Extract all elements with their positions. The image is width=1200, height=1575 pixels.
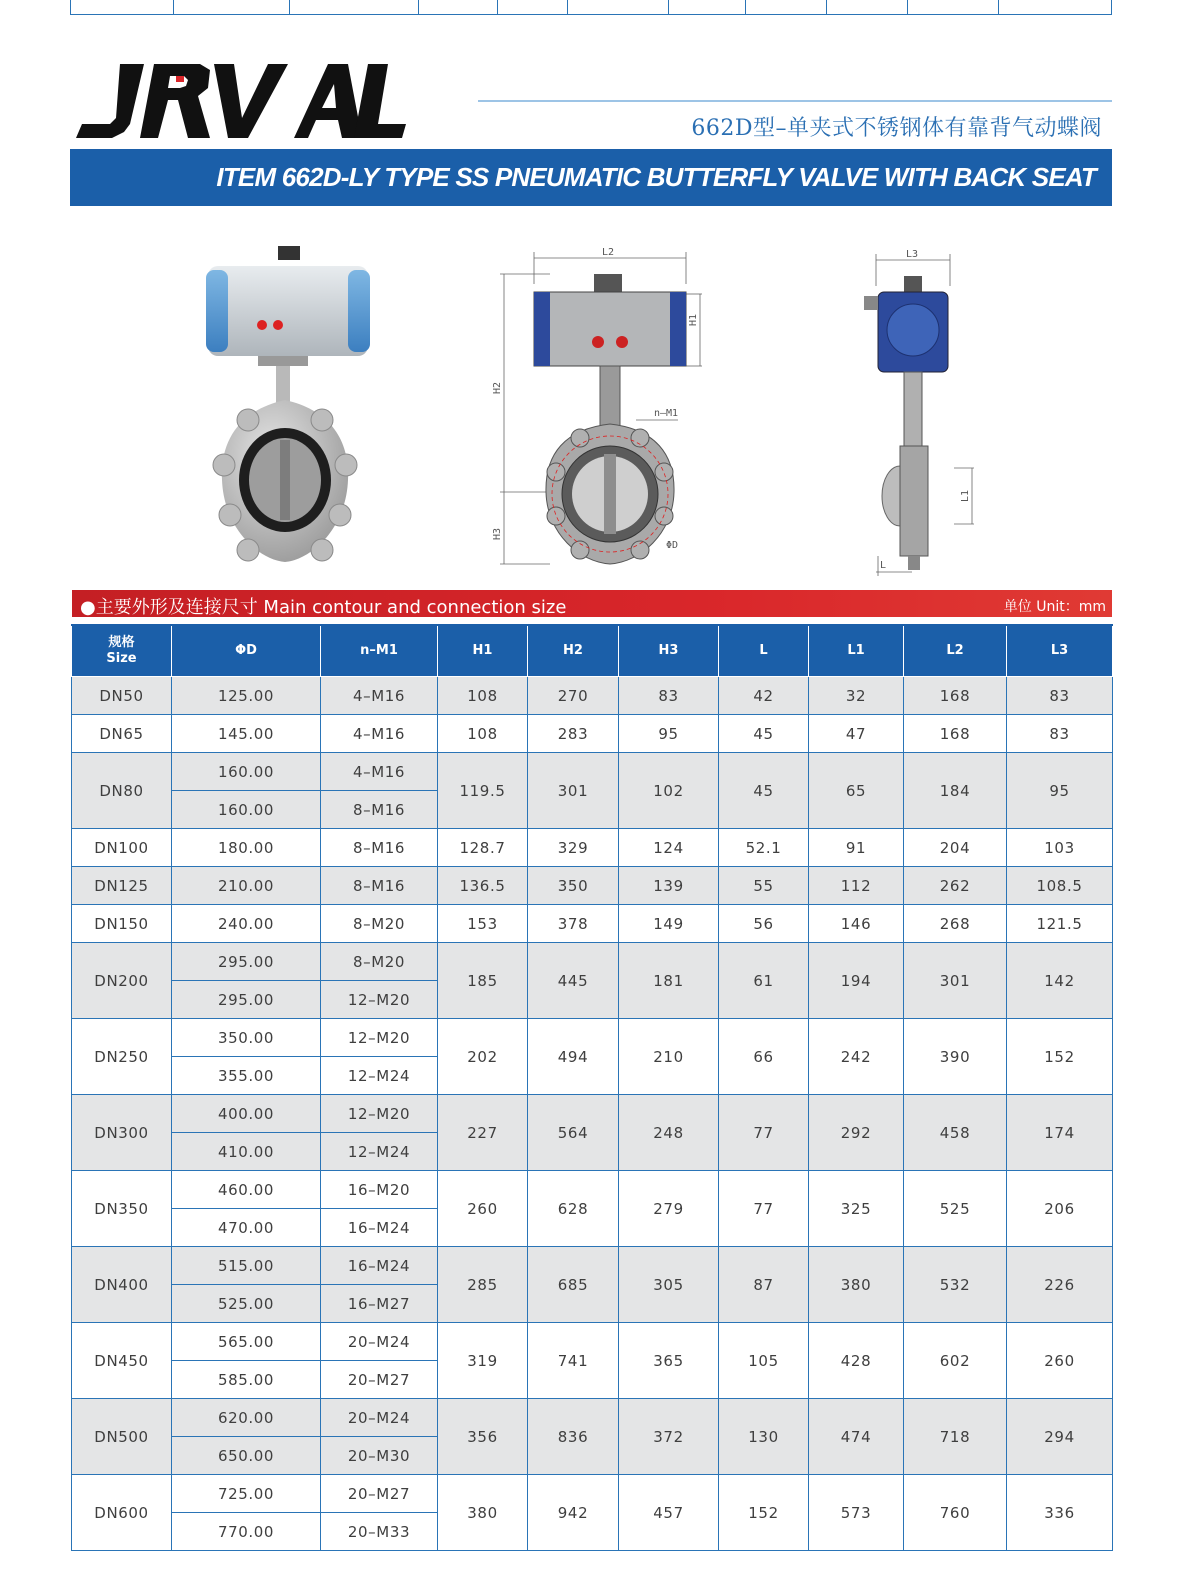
l2-cell: 390 — [904, 1019, 1007, 1095]
size-cell: DN150 — [72, 905, 172, 943]
diameter-cell: 180.00 — [172, 829, 321, 867]
h2-cell: 628 — [528, 1171, 619, 1247]
bolt-cell: 16–M27 — [321, 1285, 438, 1323]
size-cell: DN600 — [72, 1475, 172, 1551]
h3-cell: 305 — [619, 1247, 719, 1323]
size-cell: DN80 — [72, 753, 172, 829]
l1-cell: 573 — [809, 1475, 904, 1551]
h2-cell: 301 — [528, 753, 619, 829]
l2-cell: 168 — [904, 677, 1007, 715]
diameter-cell: 210.00 — [172, 867, 321, 905]
bolt-cell: 8–M16 — [321, 791, 438, 829]
bolt-cell: 20–M24 — [321, 1323, 438, 1361]
l1-cell: 292 — [809, 1095, 904, 1171]
col-header-3: H1 — [438, 625, 528, 677]
h3-cell: 139 — [619, 867, 719, 905]
bolt-cell: 16–M20 — [321, 1171, 438, 1209]
table-row — [72, 715, 1113, 753]
title-banner — [70, 149, 1112, 206]
diameter-cell: 460.00 — [172, 1171, 321, 1209]
h1-cell: 227 — [438, 1095, 528, 1171]
l3-cell: 206 — [1007, 1171, 1113, 1247]
bolt-cell: 12–M20 — [321, 981, 438, 1019]
col-header-0: 规格 Size — [72, 625, 172, 677]
h3-cell: 124 — [619, 829, 719, 867]
label-h3: H3 — [492, 527, 503, 540]
bolt-cell: 16–M24 — [321, 1247, 438, 1285]
l1-cell: 146 — [809, 905, 904, 943]
previous-table-edge — [70, 0, 1112, 15]
diameter-cell: 650.00 — [172, 1437, 321, 1475]
col-header-6: L — [719, 625, 809, 677]
unit-label: 单位 Unit：mm — [1003, 599, 1106, 615]
l1-cell: 194 — [809, 943, 904, 1019]
l3-cell: 294 — [1007, 1399, 1113, 1475]
h1-cell: 285 — [438, 1247, 528, 1323]
header-rule — [478, 100, 1112, 102]
h3-cell: 365 — [619, 1323, 719, 1399]
col-header-5: H3 — [619, 625, 719, 677]
h1-cell: 319 — [438, 1323, 528, 1399]
h3-cell: 279 — [619, 1171, 719, 1247]
bolt-cell: 8–M16 — [321, 829, 438, 867]
table-header-row — [72, 625, 1113, 677]
size-cell: DN450 — [72, 1323, 172, 1399]
label-l: L — [880, 560, 887, 571]
size-cell: DN300 — [72, 1095, 172, 1171]
diameter-cell: 160.00 — [172, 791, 321, 829]
l3-cell: 108.5 — [1007, 867, 1113, 905]
h2-cell: 685 — [528, 1247, 619, 1323]
label-h2: H2 — [492, 381, 503, 394]
bolt-cell: 12–M24 — [321, 1057, 438, 1095]
bolt-cell: 16–M24 — [321, 1209, 438, 1247]
h3-cell: 372 — [619, 1399, 719, 1475]
col-header-7: L1 — [809, 625, 904, 677]
l1-cell: 91 — [809, 829, 904, 867]
h1-cell: 108 — [438, 677, 528, 715]
h2-cell: 329 — [528, 829, 619, 867]
l2-cell: 168 — [904, 715, 1007, 753]
l3-cell: 95 — [1007, 753, 1113, 829]
l-cell: 105 — [719, 1323, 809, 1399]
diameter-cell: 515.00 — [172, 1247, 321, 1285]
l2-cell: 718 — [904, 1399, 1007, 1475]
l-cell: 87 — [719, 1247, 809, 1323]
diameter-cell: 410.00 — [172, 1133, 321, 1171]
l3-cell: 226 — [1007, 1247, 1113, 1323]
diameter-cell: 145.00 — [172, 715, 321, 753]
section-title: ●主要外形及连接尺寸 Main contour and connection size — [80, 597, 567, 618]
l1-cell: 242 — [809, 1019, 904, 1095]
l3-cell: 83 — [1007, 677, 1113, 715]
diameter-cell: 770.00 — [172, 1513, 321, 1551]
bolt-cell: 4–M16 — [321, 677, 438, 715]
label-h1: H1 — [688, 313, 699, 326]
size-cell: DN350 — [72, 1171, 172, 1247]
l-cell: 52.1 — [719, 829, 809, 867]
l1-cell: 47 — [809, 715, 904, 753]
table-row — [72, 1247, 1113, 1285]
h2-cell: 350 — [528, 867, 619, 905]
l-cell: 55 — [719, 867, 809, 905]
diameter-cell: 295.00 — [172, 981, 321, 1019]
bolt-cell: 20–M33 — [321, 1513, 438, 1551]
l-cell: 152 — [719, 1475, 809, 1551]
h3-cell: 149 — [619, 905, 719, 943]
l2-cell: 184 — [904, 753, 1007, 829]
h3-cell: 210 — [619, 1019, 719, 1095]
diameter-cell: 295.00 — [172, 943, 321, 981]
h2-cell: 283 — [528, 715, 619, 753]
front-view-drawing — [490, 244, 710, 574]
diameter-cell: 400.00 — [172, 1095, 321, 1133]
h1-cell: 356 — [438, 1399, 528, 1475]
l1-cell: 112 — [809, 867, 904, 905]
label-l1: L1 — [960, 489, 971, 502]
l-cell: 61 — [719, 943, 809, 1019]
table-row — [72, 1171, 1113, 1209]
diameter-cell: 355.00 — [172, 1057, 321, 1095]
bolt-cell: 4–M16 — [321, 715, 438, 753]
h3-cell: 102 — [619, 753, 719, 829]
chinese-title: 662D型–单夹式不锈钢体有靠背气动蝶阀 — [691, 116, 1102, 141]
table-row — [72, 829, 1113, 867]
l2-cell: 760 — [904, 1475, 1007, 1551]
l-cell: 42 — [719, 677, 809, 715]
l1-cell: 325 — [809, 1171, 904, 1247]
l3-cell: 336 — [1007, 1475, 1113, 1551]
h2-cell: 270 — [528, 677, 619, 715]
l-cell: 45 — [719, 715, 809, 753]
h1-cell: 136.5 — [438, 867, 528, 905]
diameter-cell: 585.00 — [172, 1361, 321, 1399]
diameter-cell: 240.00 — [172, 905, 321, 943]
h3-cell: 457 — [619, 1475, 719, 1551]
h1-cell: 260 — [438, 1171, 528, 1247]
h1-cell: 119.5 — [438, 753, 528, 829]
col-header-9: L3 — [1007, 625, 1113, 677]
h2-cell: 445 — [528, 943, 619, 1019]
diameter-cell: 470.00 — [172, 1209, 321, 1247]
diameter-cell: 160.00 — [172, 753, 321, 791]
size-cell: DN125 — [72, 867, 172, 905]
col-header-4: H2 — [528, 625, 619, 677]
brand-logo — [72, 62, 407, 142]
size-cell: DN200 — [72, 943, 172, 1019]
valve-product-photo — [200, 240, 370, 570]
l2-cell: 525 — [904, 1171, 1007, 1247]
diameter-cell: 620.00 — [172, 1399, 321, 1437]
l3-cell: 174 — [1007, 1095, 1113, 1171]
h3-cell: 95 — [619, 715, 719, 753]
l3-cell: 152 — [1007, 1019, 1113, 1095]
l2-cell: 268 — [904, 905, 1007, 943]
table-row — [72, 1019, 1113, 1057]
l1-cell: 32 — [809, 677, 904, 715]
l1-cell: 65 — [809, 753, 904, 829]
l3-cell: 260 — [1007, 1323, 1113, 1399]
h3-cell: 83 — [619, 677, 719, 715]
l-cell: 45 — [719, 753, 809, 829]
table-row — [72, 1323, 1113, 1361]
bolt-cell: 12–M20 — [321, 1019, 438, 1057]
bolt-cell: 8–M20 — [321, 943, 438, 981]
table-row — [72, 1095, 1113, 1133]
l3-cell: 103 — [1007, 829, 1113, 867]
size-cell: DN500 — [72, 1399, 172, 1475]
bolt-cell: 8–M16 — [321, 867, 438, 905]
side-view-drawing — [854, 246, 974, 576]
table-row — [72, 867, 1113, 905]
col-header-8: L2 — [904, 625, 1007, 677]
h2-cell: 741 — [528, 1323, 619, 1399]
table-row — [72, 1475, 1113, 1513]
size-cell: DN400 — [72, 1247, 172, 1323]
h3-cell: 248 — [619, 1095, 719, 1171]
bolt-cell: 20–M27 — [321, 1475, 438, 1513]
l-cell: 66 — [719, 1019, 809, 1095]
diameter-cell: 525.00 — [172, 1285, 321, 1323]
h1-cell: 380 — [438, 1475, 528, 1551]
bolt-cell: 4–M16 — [321, 753, 438, 791]
col-header-2: n–M1 — [321, 625, 438, 677]
label-od: ΦD — [666, 540, 679, 551]
h1-cell: 153 — [438, 905, 528, 943]
l1-cell: 474 — [809, 1399, 904, 1475]
diameter-cell: 350.00 — [172, 1019, 321, 1057]
table-row — [72, 905, 1113, 943]
diameter-cell: 725.00 — [172, 1475, 321, 1513]
english-title: ITEM 662D-LY TYPE SS PNEUMATIC BUTTERFLY VALVE WITH BACK SEAT — [216, 162, 1096, 192]
l2-cell: 204 — [904, 829, 1007, 867]
l3-cell: 142 — [1007, 943, 1113, 1019]
size-cell: DN65 — [72, 715, 172, 753]
size-cell: DN250 — [72, 1019, 172, 1095]
diameter-cell: 125.00 — [172, 677, 321, 715]
l-cell: 77 — [719, 1171, 809, 1247]
size-cell: DN50 — [72, 677, 172, 715]
h2-cell: 494 — [528, 1019, 619, 1095]
h2-cell: 378 — [528, 905, 619, 943]
h2-cell: 836 — [528, 1399, 619, 1475]
h3-cell: 181 — [619, 943, 719, 1019]
bolt-cell: 20–M24 — [321, 1399, 438, 1437]
bolt-cell: 12–M20 — [321, 1095, 438, 1133]
h1-cell: 108 — [438, 715, 528, 753]
table-row — [72, 677, 1113, 715]
table-row — [72, 943, 1113, 981]
col-header-1: ΦD — [172, 625, 321, 677]
l-cell: 77 — [719, 1095, 809, 1171]
bolt-cell: 12–M24 — [321, 1133, 438, 1171]
h1-cell: 185 — [438, 943, 528, 1019]
l-cell: 56 — [719, 905, 809, 943]
l2-cell: 532 — [904, 1247, 1007, 1323]
l3-cell: 121.5 — [1007, 905, 1113, 943]
label-l2: L2 — [602, 247, 615, 258]
label-nm1: n–M1 — [654, 408, 679, 419]
table-row — [72, 753, 1113, 791]
l1-cell: 428 — [809, 1323, 904, 1399]
h1-cell: 128.7 — [438, 829, 528, 867]
size-cell: DN100 — [72, 829, 172, 867]
l2-cell: 301 — [904, 943, 1007, 1019]
h2-cell: 564 — [528, 1095, 619, 1171]
bolt-cell: 20–M30 — [321, 1437, 438, 1475]
diameter-cell: 565.00 — [172, 1323, 321, 1361]
bolt-cell: 8–M20 — [321, 905, 438, 943]
bolt-cell: 20–M27 — [321, 1361, 438, 1399]
label-l3: L3 — [906, 249, 919, 260]
l-cell: 130 — [719, 1399, 809, 1475]
h2-cell: 942 — [528, 1475, 619, 1551]
table-row — [72, 1399, 1113, 1437]
dimension-table — [71, 624, 1113, 1551]
h1-cell: 202 — [438, 1019, 528, 1095]
l2-cell: 458 — [904, 1095, 1007, 1171]
l1-cell: 380 — [809, 1247, 904, 1323]
l2-cell: 602 — [904, 1323, 1007, 1399]
l2-cell: 262 — [904, 867, 1007, 905]
l3-cell: 83 — [1007, 715, 1113, 753]
